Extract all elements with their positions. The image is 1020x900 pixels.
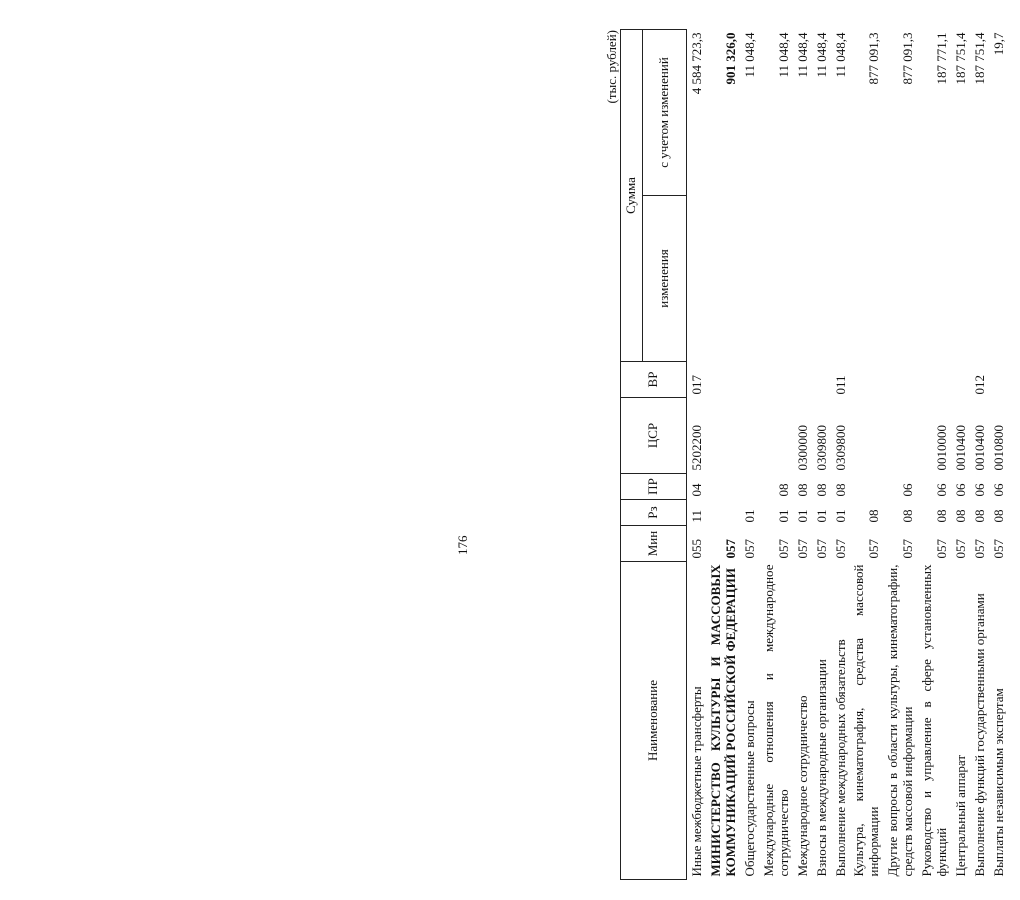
cell-min: 055 [689,539,704,559]
cell-pr: 08 [794,483,810,497]
cell-name: Выполнение международных обязательств [832,639,848,877]
cell-pr: 04 [689,483,704,497]
table-row [687,30,706,880]
cell-name: Общегосударственные вопросы [741,700,757,877]
cell-csr [740,398,759,474]
table-row [759,30,793,880]
cell-changes [831,196,850,362]
cell-pr [740,474,759,500]
cell-min: 057 [775,539,791,559]
cell-pr: 06 [934,483,950,497]
cell-with-changes: 11 048,4 [813,32,829,78]
cell-rz: 08 [972,509,987,523]
cell-changes [706,196,740,362]
cell-min: 057 [900,539,916,559]
table-body [687,30,1008,880]
cell-pr: 08 [775,483,791,497]
cell-csr: 0010400 [972,425,987,471]
cell-min: 057 [832,539,848,559]
cell-vr [849,362,883,398]
cell-with-changes: 187 751,4 [953,32,969,85]
table-row [849,30,883,880]
unit-note: (тыс. рублей) [604,30,619,104]
rotated-content [600,30,1020,880]
cell-name: Другие вопросы в области культуры, кинематографии, средств массовой информации [885,564,916,877]
cell-name: Выполнение функций государственными органами [972,593,987,877]
cell-rz: 01 [775,509,791,523]
cell-name: Центральный аппарат [953,754,969,877]
cell-rz: 11 [689,509,704,523]
cell-changes [793,196,812,362]
cell-name: Иные межбюджетные трансферты [689,686,704,877]
cell-rz: 01 [813,509,829,523]
cell-min: 057 [953,539,969,559]
cell-changes [759,196,793,362]
cell-csr: 5202200 [689,425,704,471]
cell-with-changes: 11 048,4 [741,32,757,78]
cell-vr [793,362,812,398]
budget-table [620,29,1008,880]
cell-rz: 01 [832,509,848,523]
header-rz: Рз [621,500,687,526]
cell-min: 057 [741,539,757,559]
header-pr: ПР [621,474,687,500]
header-min: Мин [621,526,687,562]
cell-pr [849,474,883,500]
cell-changes [917,196,951,362]
cell-changes [951,196,970,362]
page-number: 176 [455,535,470,555]
cell-vr [812,362,831,398]
cell-name: Культура, кинематография, средства массовой информации [851,564,882,877]
cell-rz: 08 [990,509,1006,523]
cell-min: 057 [794,539,810,559]
cell-with-changes: 11 048,4 [775,32,791,78]
cell-vr [706,362,740,398]
cell-with-changes: 877 091,3 [900,32,916,85]
table-row [812,30,831,880]
table-row [831,30,850,880]
cell-min: 057 [722,539,738,559]
cell-changes [740,196,759,362]
cell-csr: 0010000 [934,425,950,471]
header-sum: Сумма [621,30,643,362]
cell-name: Международные отношения и международное сотрудничество [760,564,791,877]
table-row [951,30,970,880]
cell-csr [759,398,793,474]
cell-with-changes: 4 584 723,3 [689,32,704,95]
cell-vr [951,362,970,398]
cell-csr: 0309800 [832,425,848,471]
table-row [740,30,759,880]
cell-changes [849,196,883,362]
cell-vr [917,362,951,398]
cell-with-changes: 901 326,0 [722,32,738,85]
cell-pr: 06 [972,483,987,497]
cell-name: МИНИСТЕРСТВО КУЛЬТУРЫ И МАССОВЫХ КОММУНИКАЦИЙ РОССИЙСКОЙ ФЕДЕРАЦИИ [707,564,738,877]
cell-pr: 08 [832,483,848,497]
cell-with-changes: 187 751,4 [972,32,987,85]
cell-with-changes: 19,7 [990,32,1006,56]
cell-vr [883,362,917,398]
cell-csr: 0010800 [990,425,1006,471]
cell-pr [706,474,740,500]
cell-name: Международное сотрудничество [794,695,810,877]
cell-changes [883,196,917,362]
cell-pr: 06 [990,483,1006,497]
table-row [970,30,989,880]
table-row [793,30,812,880]
cell-min: 057 [934,539,950,559]
cell-name: Взносы в международные организации [813,659,829,877]
cell-vr: 011 [832,375,848,395]
header-with-changes: с учетом изменений [643,30,687,196]
cell-pr: 06 [953,483,969,497]
cell-csr: 0010400 [953,425,969,471]
cell-rz: 08 [900,509,916,523]
cell-changes [812,196,831,362]
cell-csr: 0309800 [813,425,829,471]
cell-min: 057 [813,539,829,559]
cell-min: 057 [972,539,987,559]
cell-csr [849,398,883,474]
cell-vr [740,362,759,398]
cell-csr: 0300000 [794,425,810,471]
cell-rz: 08 [866,509,882,523]
header-csr: ЦСР [621,398,687,474]
cell-rz: 08 [953,509,969,523]
table-row [917,30,951,880]
cell-rz: 01 [741,509,757,523]
cell-vr [759,362,793,398]
cell-with-changes: 877 091,3 [866,32,882,85]
header-name: Наименование [621,562,687,880]
cell-changes [687,196,706,362]
cell-vr [989,362,1008,398]
cell-rz: 01 [794,509,810,523]
cell-csr [883,398,917,474]
header-vr: ВР [621,362,687,398]
cell-pr: 06 [900,483,916,497]
cell-csr [706,398,740,474]
cell-min: 057 [990,539,1006,559]
cell-min: 057 [866,539,882,559]
cell-with-changes: 11 048,4 [832,32,848,78]
table-row [706,30,740,880]
table-row [883,30,917,880]
table-row [989,30,1008,880]
cell-rz [706,500,740,526]
cell-vr: 017 [689,375,704,395]
cell-changes [989,196,1008,362]
cell-pr: 08 [813,483,829,497]
cell-with-changes: 11 048,4 [794,32,810,78]
cell-name: Выплаты независимым экспертам [990,688,1006,877]
cell-name: Руководство и управление в сфере установленных функций [919,564,950,877]
cell-with-changes: 187 771,1 [934,32,950,85]
cell-rz: 08 [934,509,950,523]
cell-vr: 012 [972,375,987,395]
header-changes: изменения [643,196,687,362]
cell-changes [970,196,989,362]
